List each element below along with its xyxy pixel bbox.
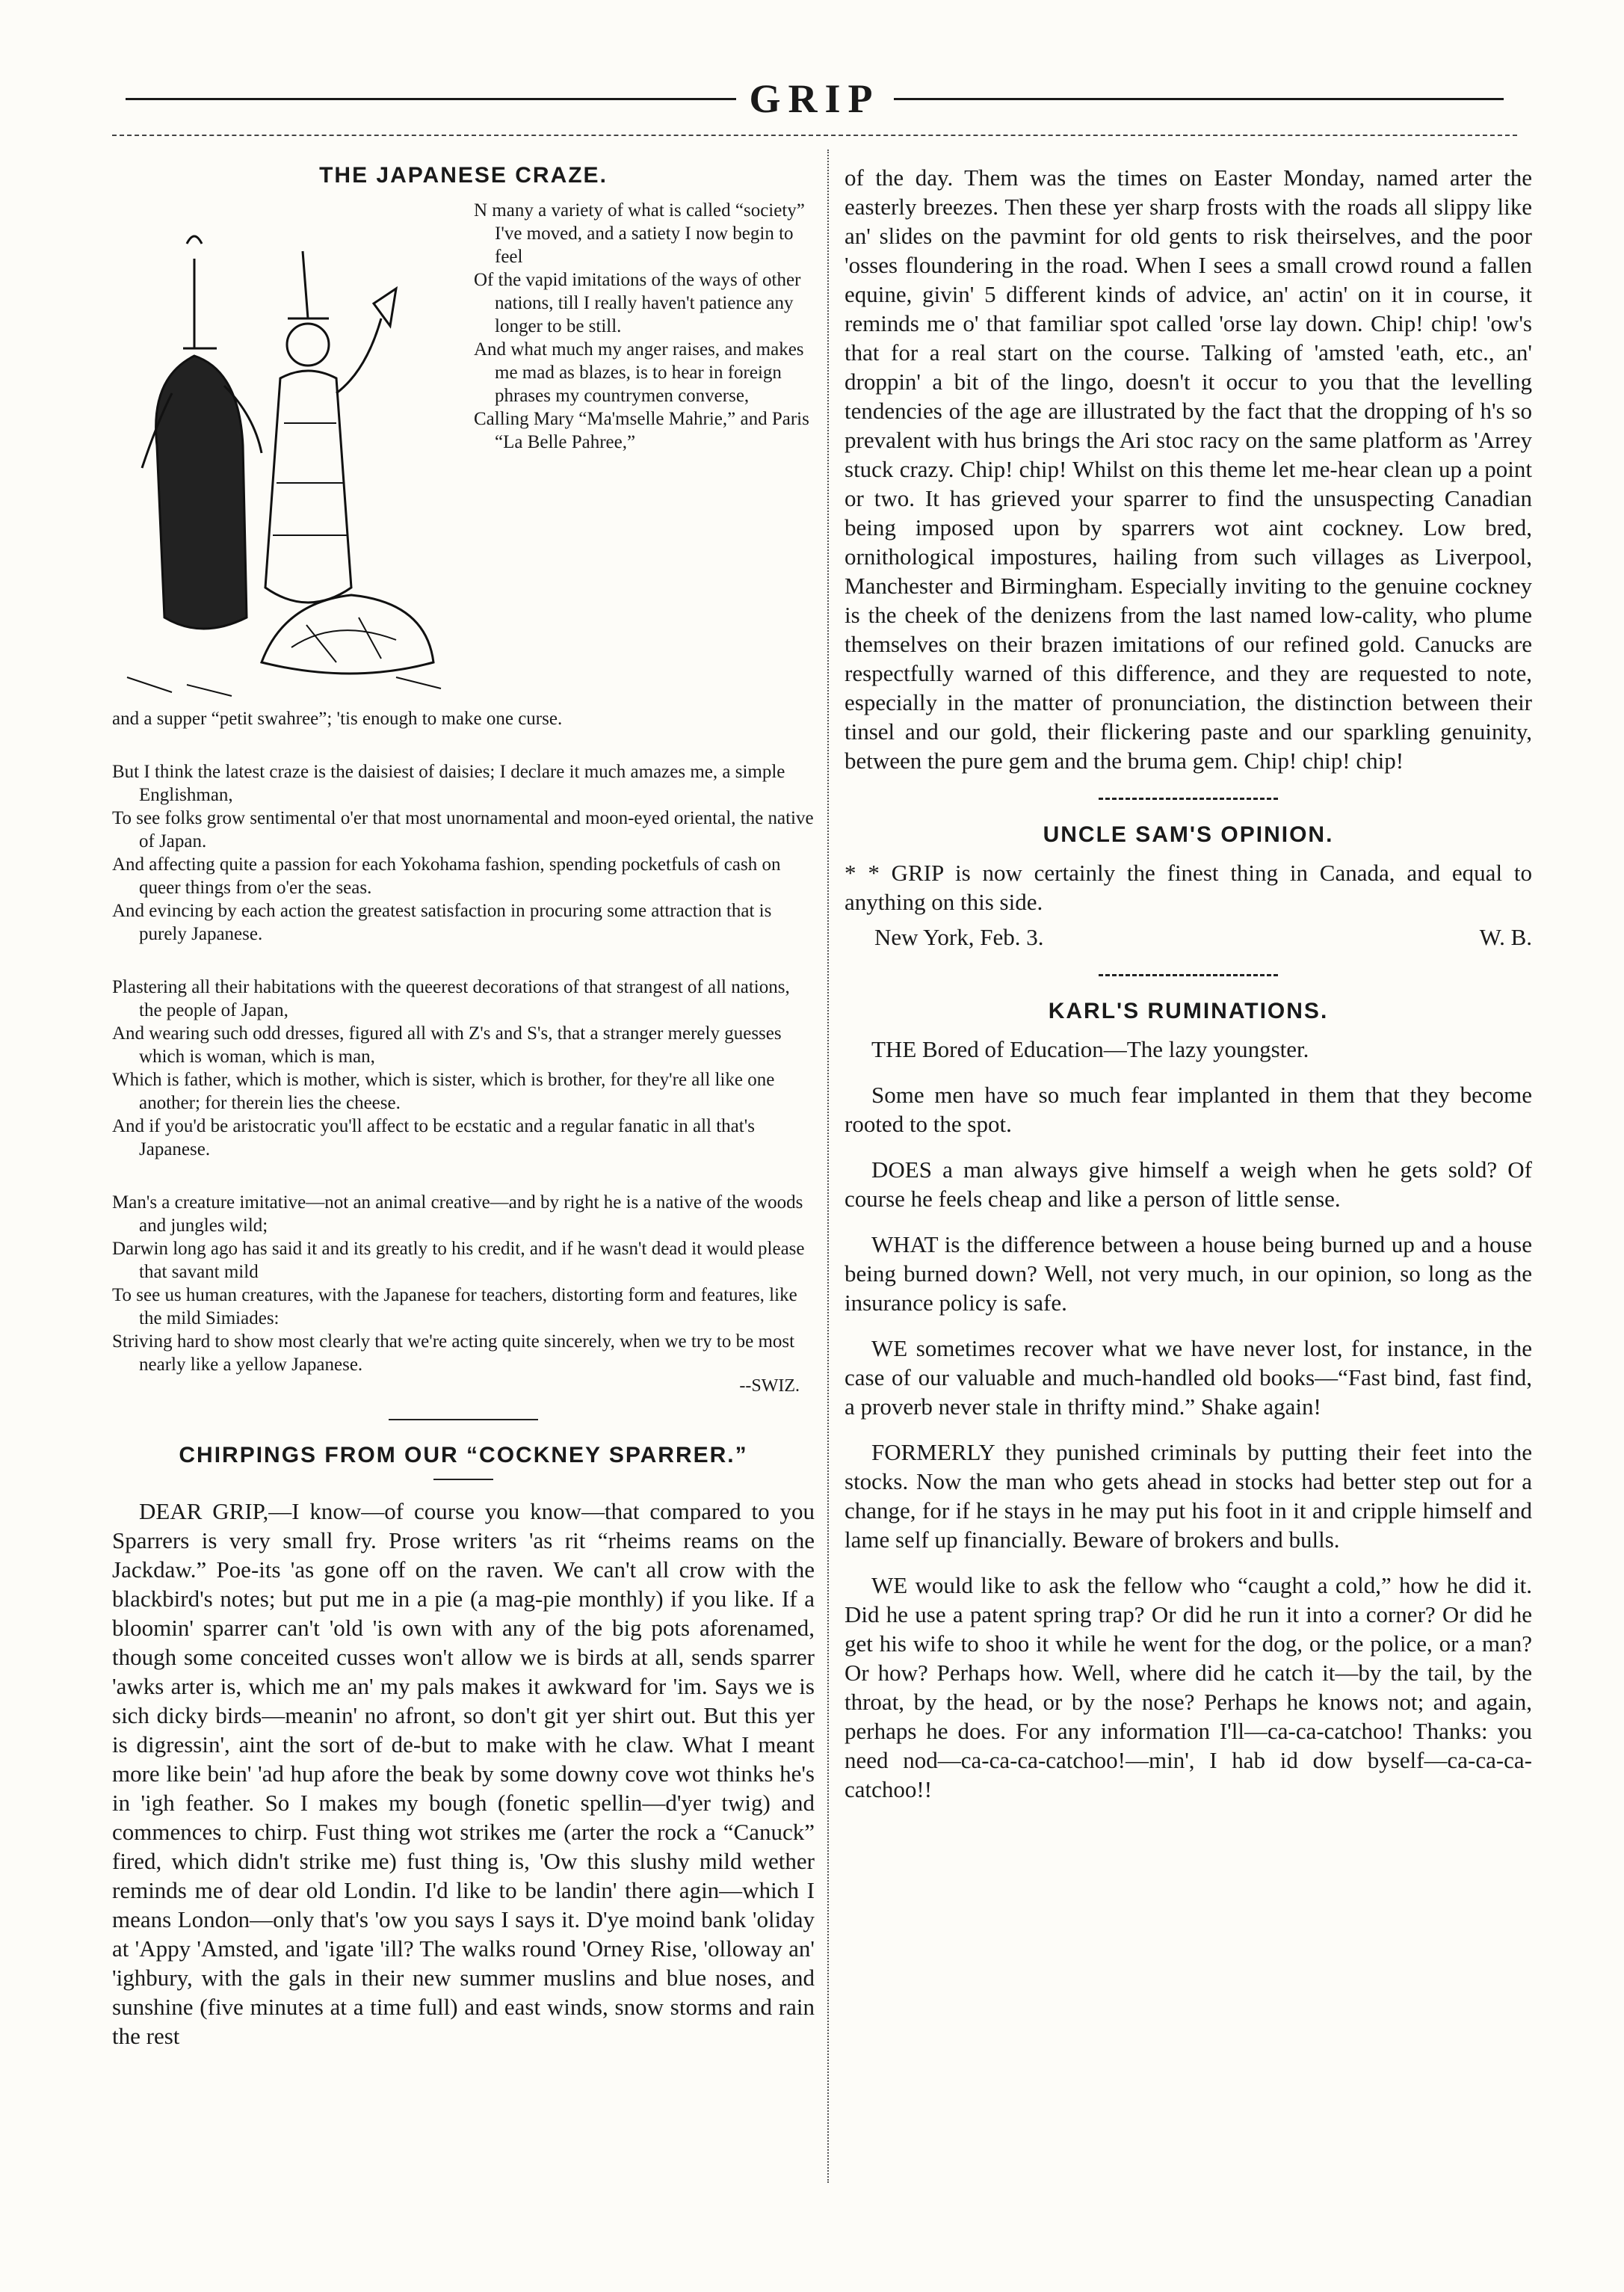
japanese-craze-stanza-2 [112,760,815,946]
karl-paragraph: THE Bored of Education—The lazy youngster. [871,1036,1309,1062]
section-separator [1099,798,1278,800]
poem-line: Man's a creature imitative—not an animal creative—and by right he is a native of the woods and jungles wild; [112,1192,803,1236]
japanese-craze-stanza-3 [112,976,815,1161]
karl-heading: KARL'S RUMINATIONS. [1048,999,1329,1023]
poem-line: And affecting quite a passion for each Yokohama fashion, spending pocketfuls of cash on queer things from o'er the seas. [112,854,781,898]
section-separator [1099,974,1278,976]
masthead-title: GRIP [749,76,880,121]
poem-line: Which is father, which is mother, which is sister, which is brother, for they're all like one another; for therein lies the cheese. [112,1070,775,1113]
poem-line: Of the vapid imitations of the ways of other nations, till I really haven't patience any longer to be still. [474,270,801,336]
column-divider [827,150,829,2183]
karl-paragraph: FORMERLY they punished criminals by putting their feet into the stocks. Now the man who gets ahead in stocks had better step out for a change, for if he stays in he may put his foot in it and cripple himself and lame self up financially. Beware of brokers and bulls. [845,1439,1532,1553]
poem-line: Darwin long ago has said it and its greatly to his credit, and if he wasn't dead it would please that savant mild [112,1239,805,1282]
header-rule [112,135,1517,136]
karl-paragraph: WE would like to ask the fellow who “caught a cold,” how he did it. Did he use a patent spring trap? Or did he run it into a corner? Or did he get his wife to shoo it while he went for the dog, or the police, or a man? Or how? Perhaps how. Well, where did he catch it—by the tail, by the throat, by the head, or by the nose? Perhaps he knows not; and again, perhaps he does. For any information I'll—ca-ca-catchoo! Thanks: you need nod—ca-ca-ca-catchoo!—min', I hab id dow byself—ca-ca-ca-catchoo!! [845,1572,1532,1802]
uncle-sam-initials: W. B. [1479,924,1532,950]
poem-line: and a supper “petit swahree”; 'tis enough to make one curse. [112,709,563,729]
uncle-sam-place-date: New York, Feb. 3. [874,924,1044,950]
poem-line: To see folks grow sentimental o'er that most unornamental and moon-eyed oriental, the native of Japan. [112,808,814,851]
section-separator [389,1419,538,1420]
masthead-rule-left [126,98,736,100]
poem-line: And evincing by each action the greatest satisfaction in procuring some attraction that is purely Japanese. [112,901,772,944]
left-column [112,150,815,2067]
heading-underline [433,1479,493,1480]
japanese-craze-stanza-4 [112,1191,815,1376]
japanese-craze-top-last [112,707,815,730]
poem-line: Calling Mary “Ma'mselle Mahrie,” and Paris “La Belle Pahree,” [474,409,809,452]
poem-line: And what much my anger raises, and makes me mad as blazes, is to hear in foreign phrases my countrymen converse, [474,339,804,406]
poem-line: N many a variety of what is called “society” I've moved, and a satiety I now begin to feel [474,200,805,267]
poem-line: But I think the latest craze is the daisiest of daisies; I declare it much amazes me, a simple Englishman, [112,762,785,805]
uncle-sam-signoff [845,922,1532,952]
poem-line: And wearing such odd dresses, figured all with Z's and S's, that a stranger merely guesses which is woman, which is man, [112,1023,782,1067]
poem-line: Plastering all their habitations with the queerest decorations of that strangest of all nations, the people of Japan, [112,977,790,1020]
uncle-sam-heading: UNCLE SAM'S OPINION. [1043,822,1334,847]
masthead-rule-right [894,98,1504,100]
right-column [845,150,1532,1820]
karl-paragraph: WE sometimes recover what we have never lost, for instance, in the case of our valuable and much-handled old books—“Fast bind, fast find, a proverb never stale in thrifty mind.” Shake again! [845,1335,1532,1420]
karl-paragraph: Some men have so much fear implanted in them that they become rooted to the spot. [845,1082,1532,1137]
poem-line: And if you'd be aristocratic you'll affect to be ecstatic and a regular fanatic in all that's Japanese. [112,1116,755,1159]
japanese-craze-top-lines [474,199,815,707]
poem-signature: --SWIZ. [739,1376,800,1396]
karl-paragraph: DOES a man always give himself a weigh when he gets sold? Of course he feels cheap and like a person of little sense. [845,1156,1532,1212]
masthead [112,69,1517,129]
uncle-sam-text: * * GRIP is now certainly the finest thing in Canada, and equal to anything on this side. [845,860,1532,915]
cockney-heading: CHIRPINGS FROM OUR “COCKNEY SPARRER.” [179,1443,748,1467]
poem-line: Striving hard to show most clearly that we're acting quite sincerely, when we try to be most nearly like a yellow Japanese. [112,1331,795,1375]
cockney-paragraph: DEAR GRIP,—I know—of course you know—that compared to you Sparrers is very small fry. Prose writers 'as rit “rheims reams on the Jackdaw.” Poe-its 'as gone off on the raven. We can't all crow with the blackbird's notes; but put me in a pie (a mag-pie monthly) if you like. If a bloomin' sparrer can't 'old 'is own with any of the big pots aforenamed, though some conceited cusses won't allow we is birds at all, sends sparrer 'awks arter is, which me an' my pals makes it awkward for 'im. Says we is sich dicky birds—meanin' no afront, so don't git yer shirt out. But this yer is digressin', aint the sort of de-but to make with he claw. What I meant more like bein' 'ad hup afore the beak by some downy cove wot thinks he's in 'igh feather. So I makes my bough (fonetic spellin—d'yer twig) and commences to chirp. Fust thing wot strikes me (arter the rock a “Canuck” fired, which didn't strike me) fust thing is, 'Ow this slushy mild wether reminds me of dear old Londin. I'd like to be landin' there agin—which I means London—only that's 'ow you says I says it. D'ye moind bank 'oliday at 'Appy 'Amsted, and 'igate 'ill? The walks round 'Orney Rise, 'olloway an' 'ighbury, with the gals in their new summer muslins and blue noses, and sunshine (five minutes at a time full) and east winds, snow storms and rain the rest [112,1498,815,2049]
poem-line: To see us human creatures, with the Japanese for teachers, distorting form and features, like the mild Simiades: [112,1285,797,1328]
japanese-figures-illustration [112,199,456,707]
cockney-continuation: of the day. Them was the times on Easter Monday, named arter the easterly breezes. Then these yer sharp frosts with the roads all slippy like an' slides on the pavmint for old gents to risk theirselves, and the poor 'osses floundering in the road. When I sees a small crowd round a fallen equine, givin' 5 different kinds of advice, an' actin' on it in course, it reminds me o' that familiar spot called 'orse lay down. Chip! chip! 'ow's that for a real start on the course. Talking of 'amsted 'eath, etc., an' droppin' a bit of the lingo, doesn't it occur to you that the levelling tendencies of the age are illustrated by the fact that the dropping of h's so prevalent with hus brings the Ari stoc racy on the same platform as 'Arrey stuck crazy. Chip! chip! Whilst on this theme let me-hear clean up a point or two. It has grieved your sparrer to find the unsuspecting Canadian being imposed upon by sparrers wot aint cockney. Low bred, ornithological impostures, hailing from such villages as Liverpool, Manchester and Birmingham. Especially inviting to the genuine cockney is the cheek of the denizens from the last named low-cality, who plume themselves on their brazen imitations of our refined gold. Canucks are respectfully warned of this difference, and they are requested to note, especially in the matter of pronunciation, the distinction between their tinsel and our gold, their flickering paste and our sparkling genuinity, between the pure gem and the bruma gem. Chip! chip! chip! [845,164,1532,774]
japanese-craze-heading: THE JAPANESE CRAZE. [319,163,608,188]
japanese-craze-top [112,199,815,707]
karl-paragraph: WHAT is the difference between a house being burned up and a house being burned down? Well, not very much, in our opinion, so long as the insurance policy is safe. [845,1231,1532,1316]
